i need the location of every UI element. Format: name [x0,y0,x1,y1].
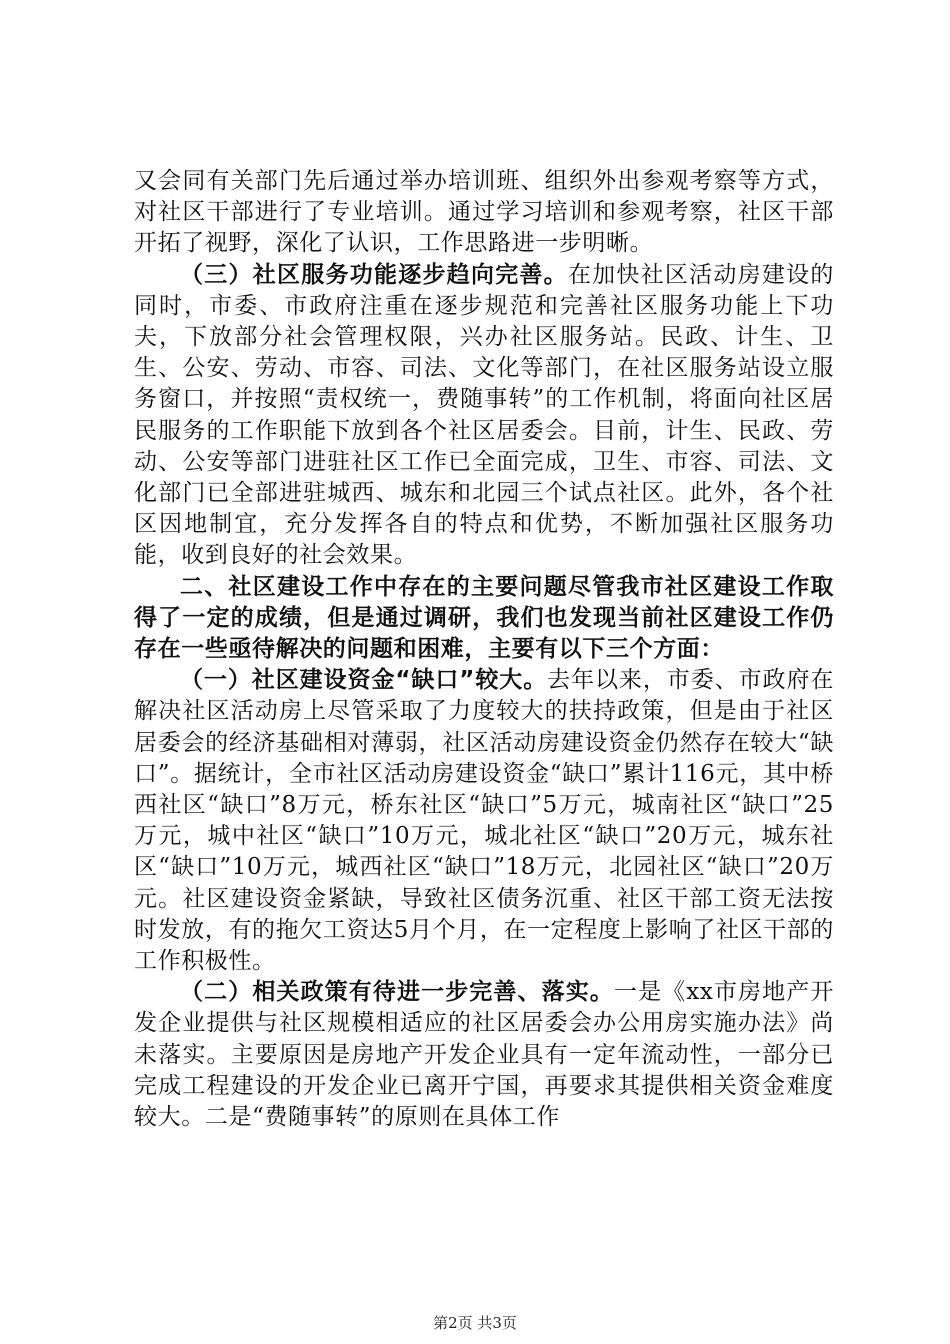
section-heading-service-function: （三）社区服务功能逐步趋向完善。 [180,261,568,288]
paragraph-main-problems [134,572,834,666]
paragraph-text: 在加快社区活动房建设的同时，市委、市政府注重在逐步规范和完善社区服务功能上下功夫，下放部分社会管理权限，兴办社区服务站。民政、计生、卫生、公安、劳动、市容、司法、文化等部门，在社区服务站设立服务窗口，并按照“责权统一，费随事转”的工作机制，将面向社区居民服务的工作职能下放到各个社区居委会。目前，计生、民政、劳动、公安等部门进驻社区工作已全面完成，卫生、市容、司法、文化部门已全部进驻城西、城东和北园三个试点社区。此外，各个社区因地制宜，充分发挥各自的特点和优势，不断加强社区服务功能，收到良好的社会效果。 [134,261,834,569]
section-heading-funding-gap: （一）社区建设资金“缺口”较大。 [180,667,548,694]
paragraph-service-function [134,260,834,572]
section-heading-main-problems: 二、社区建设工作中存在的主要问题尽管我市社区建设工作取得了一定的成绩，但是通过调研，我们也发现当前社区建设工作仍存在一些亟待解决的问题和困难，主要有以下三个方面： [134,573,834,663]
paragraph-funding-gap [134,665,834,977]
paragraph-policy [134,977,834,1133]
section-heading-policy: （二）相关政策有待进一步完善、落实。 [180,979,614,1006]
document-body [134,166,834,1133]
paragraph-text: 又会同有关部门先后通过举办培训班、组织外出参观考察等方式，对社区干部进行了专业培训。通过学习培训和参观考察，社区干部开拓了视野，深化了认识，工作思路进一步明晰。 [134,168,834,257]
paragraph-text: 一是《xx市房地产开发企业提供与社区规模相适应的社区居委会办公用房实施办法》尚未落实。主要原因是房地产开发企业具有一定年流动性，一部分已完成工程建设的开发企业已离开宁国，再要求其提供相关资金难度较大。二是“费随事转”的原则在具体工作 [134,979,834,1131]
paragraph-text: 去年以来，市委、市政府在解决社区活动房上尽管采取了力度较大的扶持政策，但是由于社区居委会的经济基础相对薄弱，社区活动房建设资金仍然存在较大“缺口”。据统计，全市社区活动房建设资金“缺口”累计116元，其中桥西社区“缺口”8万元，桥东社区“缺口”5万元，城南社区“缺口”25万元，城中社区“缺口”10万元，城北社区“缺口”20万元，城东社区“缺口”10万元，城西社区“缺口”18万元，北园社区“缺口”20万元。社区建设资金紧缺，导致社区债务沉重、社区干部工资无法按时发放，有的拖欠工资达5月个月，在一定程度上影响了社区干部的工作积极性。 [134,667,834,975]
paragraph-training-continued [134,166,834,260]
page-number-footer: 第2页 共3页 [433,1314,517,1332]
